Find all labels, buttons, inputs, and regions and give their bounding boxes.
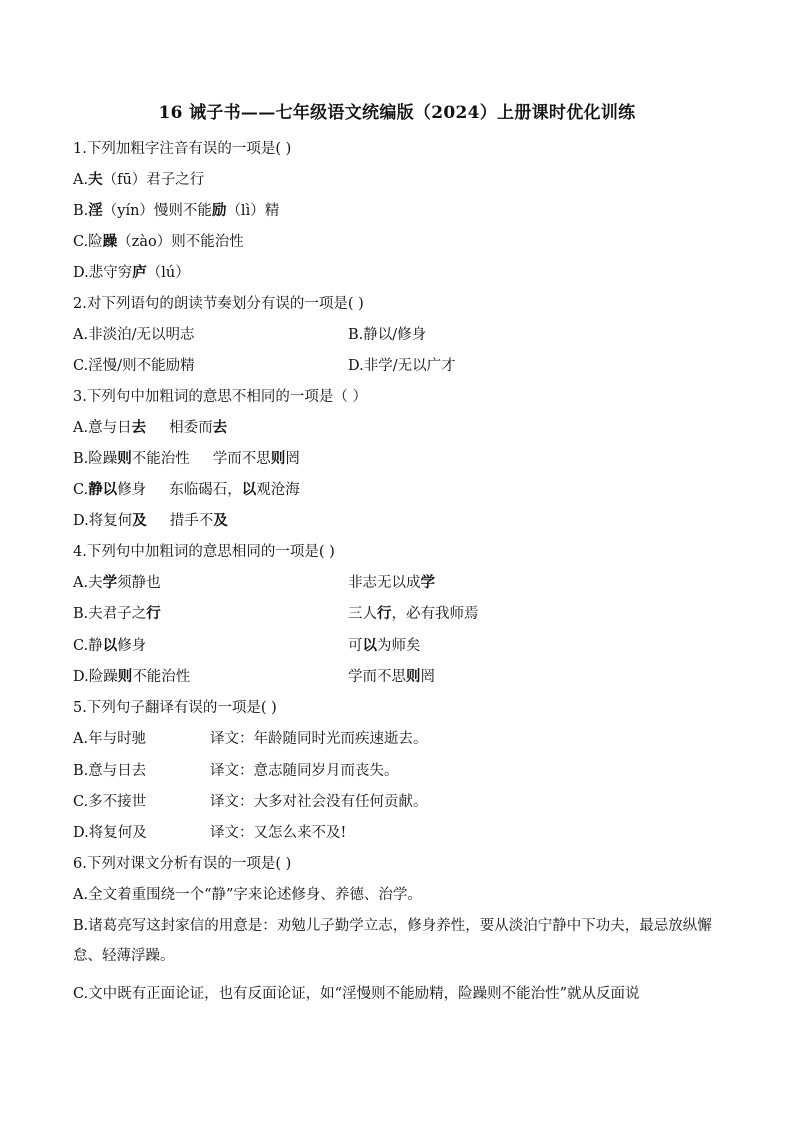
q4-option-b-left: B.夫君子之行	[73, 605, 161, 622]
q6-option-b: B.诸葛亮写这封家信的用意是：劝勉儿子勤学立志，修身养性，要从淡泊宁静中下功夫，最忌放纵懈怠、轻薄浮躁。	[73, 918, 712, 964]
q4-option-d-left: D.险躁则不能治性	[73, 668, 191, 685]
q2-option-a: A.非淡泊/无以明志	[73, 327, 195, 343]
q2-option-d: D.非学/无以广才	[348, 358, 456, 374]
q4-option-a-right: 非志无以成学	[348, 574, 435, 591]
q6-option-a: A.全文着重围绕一个“静”字来论述修身、养德、治学。	[73, 887, 422, 903]
q1-option-c: C.险躁（zào）则不能治性	[73, 233, 244, 250]
q2-option-b: B.静以/修身	[348, 327, 427, 343]
q3-option-d: D.将复何及 措手不及	[73, 512, 228, 529]
q1-option-b: B.淫（yín）慢则不能励（lì）精	[73, 202, 280, 219]
q5-option-c-translation: 译文：大多对社会没有任何贡献。	[210, 794, 428, 810]
q4-stem: 4.下列句中加粗词的意思相同的一项是( )	[73, 544, 335, 560]
q5-option-c-label: C.多不接世	[73, 794, 147, 810]
q5-option-b-label: B.意与日去	[73, 763, 147, 779]
q4-option-c-left: C.静以修身	[73, 637, 147, 654]
q5-option-b-translation: 译文：意志随同岁月而丧失。	[210, 763, 399, 779]
q5-option-d-translation: 译文：又怎么来不及!	[210, 825, 347, 841]
q3-option-a: A.意与日去 相委而去	[73, 419, 228, 436]
q1-stem: 1.下列加粗字注音有误的一项是( )	[73, 141, 292, 157]
q2-option-c: C.淫慢/则不能励精	[73, 358, 195, 374]
q3-option-c: C.静以修身 东临碣石，以观沧海	[73, 481, 300, 498]
q5-option-d-label: D.将复何及	[73, 825, 147, 841]
q5-option-a-label: A.年与时驰	[73, 731, 147, 747]
q1-option-a: A.夫（fū）君子之行	[73, 171, 205, 188]
q5-stem: 5.下列句子翻译有误的一项是( )	[73, 700, 277, 716]
page-title: 16 诫子书——七年级语文统编版（2024）上册课时优化训练	[158, 103, 636, 123]
q4-option-c-right: 可以为师矣	[348, 637, 421, 654]
q6-stem: 6.下列对课文分析有误的一项是( )	[73, 856, 292, 872]
q4-option-a-left: A.夫学须静也	[73, 574, 161, 591]
q6-option-c: C.文中既有正面论证，也有反面论证，如“淫慢则不能励精，险躁则不能治性”就从反面说	[73, 986, 640, 1002]
q3-stem: 3.下列句中加粗词的意思不相同的一项是（ ）	[73, 389, 367, 405]
q4-option-b-right: 三人行，必有我师焉	[348, 605, 479, 622]
q5-option-a-translation: 译文：年龄随同时光而疾速逝去。	[210, 731, 428, 747]
q2-stem: 2.对下列语句的朗读节奏划分有误的一项是( )	[73, 296, 364, 312]
q3-option-b: B.险躁则不能治性 学而不思则罔	[73, 450, 300, 467]
q1-option-d: D.悲守穷庐（lú）	[73, 264, 190, 281]
q4-option-d-right: 学而不思则罔	[348, 668, 435, 685]
